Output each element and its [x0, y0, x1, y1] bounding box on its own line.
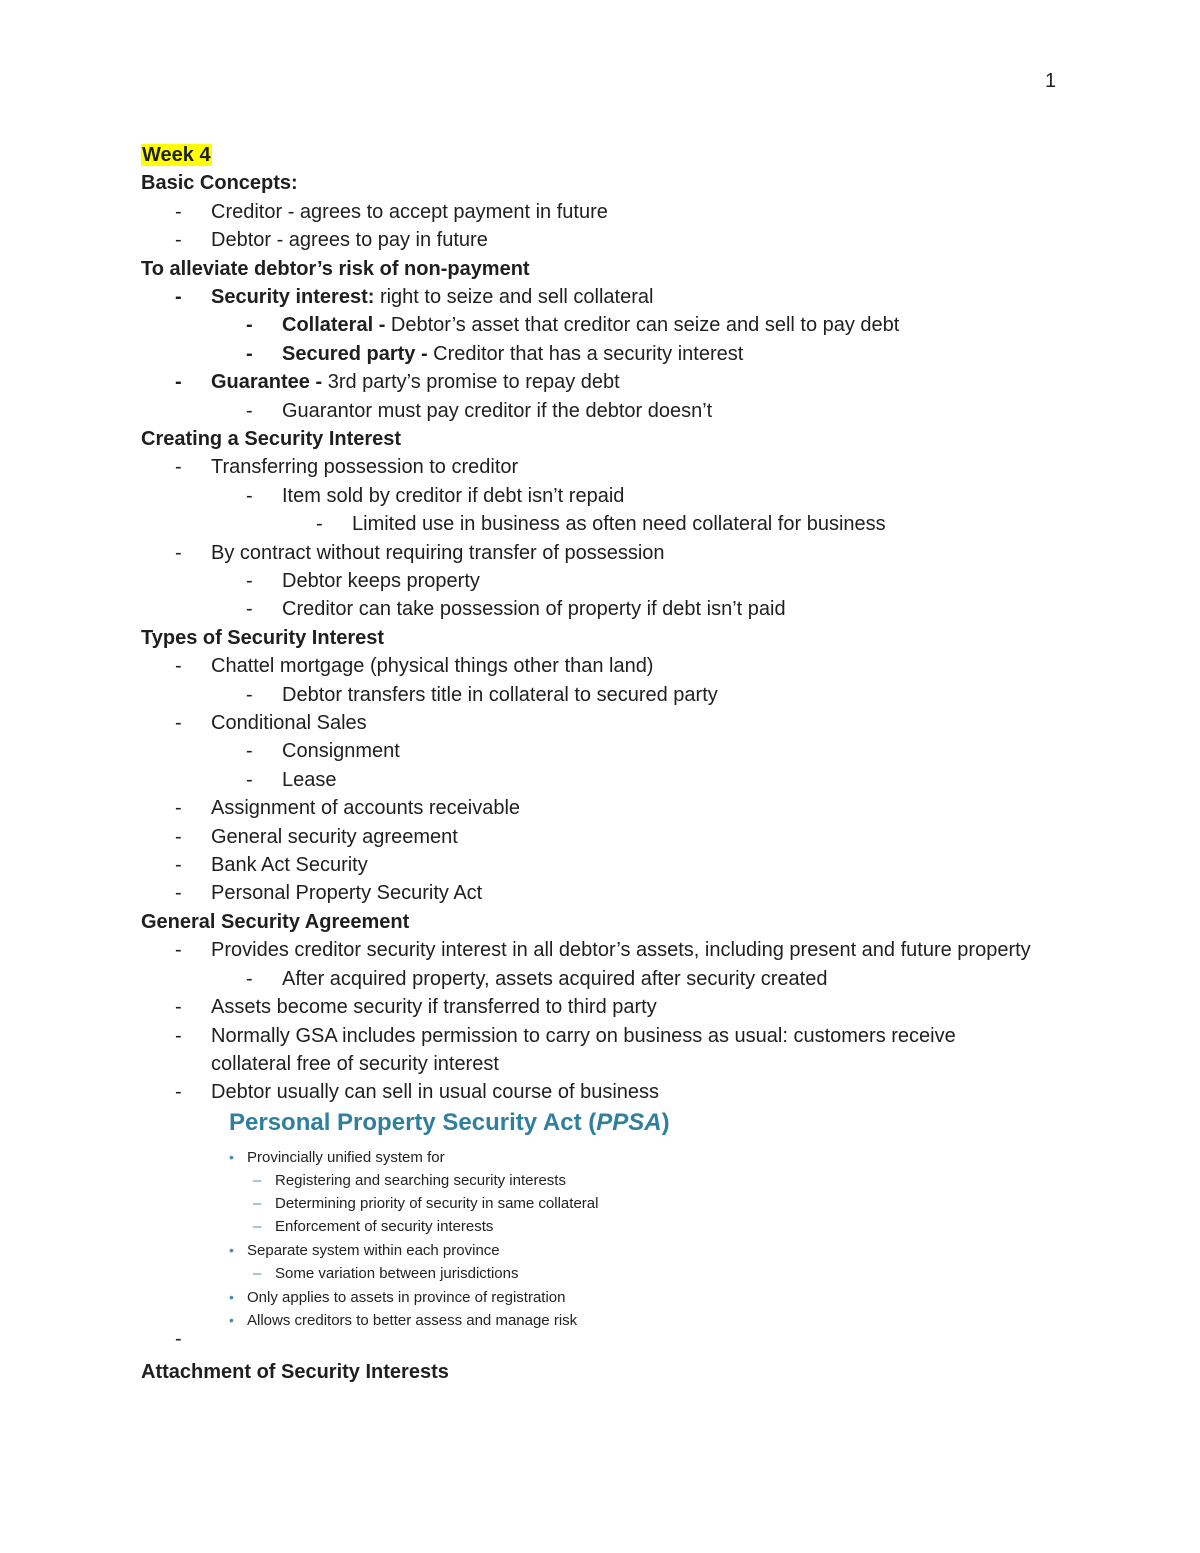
list-item: - Debtor usually can sell in usual course of business [175, 1081, 660, 1104]
list-item: - Collateral - Debtor’s asset that creditor can seize and sell to pay debt [246, 314, 900, 337]
list-item: - Normally GSA includes permission to carry on business as usual: customers receive collateral free of security interest [175, 1024, 956, 1075]
list-item: - Debtor transfers title in collateral to secured party [246, 683, 718, 706]
list-item: - Guarantee - 3rd party’s promise to repay debt [175, 371, 620, 394]
empty-list-item: - [175, 1327, 182, 1350]
list-item: - Debtor - agrees to pay in future [175, 229, 488, 252]
list-item: - Item sold by creditor if debt isn’t repaid [246, 484, 625, 507]
creating-heading: Creating a Security Interest [141, 428, 402, 451]
list-item: - Bank Act Security [175, 854, 368, 877]
ppsa-slide-image [225, 1107, 745, 1332]
slide-bullet: • Provincially unified system for [229, 1148, 445, 1166]
basic-concepts-heading: Basic Concepts: [141, 172, 298, 195]
list-item: - Conditional Sales [175, 712, 367, 735]
gsa-heading: General Security Agreement [141, 910, 410, 933]
attachment-heading: Attachment of Security Interests [141, 1360, 449, 1383]
list-item: - Chattel mortgage (physical things other than land) [175, 655, 654, 678]
week-label: Week 4 [142, 144, 211, 166]
slide-sub-bullet: – Some variation between jurisdictions [253, 1264, 519, 1282]
list-item: - Creditor - agrees to accept payment in future [175, 200, 608, 223]
list-item: - Debtor keeps property [246, 570, 480, 593]
slide-sub-bullet: – Registering and searching security interests [253, 1171, 566, 1189]
list-item: - Guarantor must pay creditor if the debtor doesn’t [246, 399, 713, 422]
list-item: - General security agreement [175, 825, 458, 848]
list-item: - Assignment of accounts receivable [175, 797, 521, 820]
slide-title: Personal Property Security Act (PPSA) [229, 1108, 670, 1136]
types-heading: Types of Security Interest [141, 626, 385, 649]
list-item: - Security interest: right to seize and sell collateral [175, 285, 654, 308]
slide-bullet: • Only applies to assets in province of registration [229, 1288, 566, 1306]
list-item: - Assets become security if transferred to third party [175, 996, 657, 1019]
slide-sub-bullet: – Determining priority of security in same collateral [253, 1194, 599, 1212]
list-item: - Limited use in business as often need collateral for business [316, 513, 886, 536]
list-item: - Personal Property Security Act [175, 882, 483, 905]
document-body [141, 141, 1041, 1386]
week-heading [141, 141, 1041, 169]
page-number: 1 [1045, 70, 1057, 92]
list-item: - Consignment [246, 740, 400, 763]
list-item: - By contract without requiring transfer of possession [175, 541, 665, 564]
list-item: - Secured party - Creditor that has a security interest [246, 342, 744, 365]
list-item: - Creditor can take possession of property if debt isn’t paid [246, 598, 786, 621]
alleviate-heading: To alleviate debtor’s risk of non-payment [141, 257, 530, 280]
list-item: - Lease [246, 768, 337, 791]
list-item: - Provides creditor security interest in all debtor’s assets, including present and future property [175, 939, 1031, 962]
slide-sub-bullet: – Enforcement of security interests [253, 1217, 494, 1235]
slide-bullet: • Allows creditors to better assess and manage risk [229, 1311, 578, 1329]
list-item: - Transferring possession to creditor [175, 456, 519, 479]
list-item: - After acquired property, assets acquired after security created [246, 967, 828, 990]
slide-bullet: • Separate system within each province [229, 1241, 500, 1259]
